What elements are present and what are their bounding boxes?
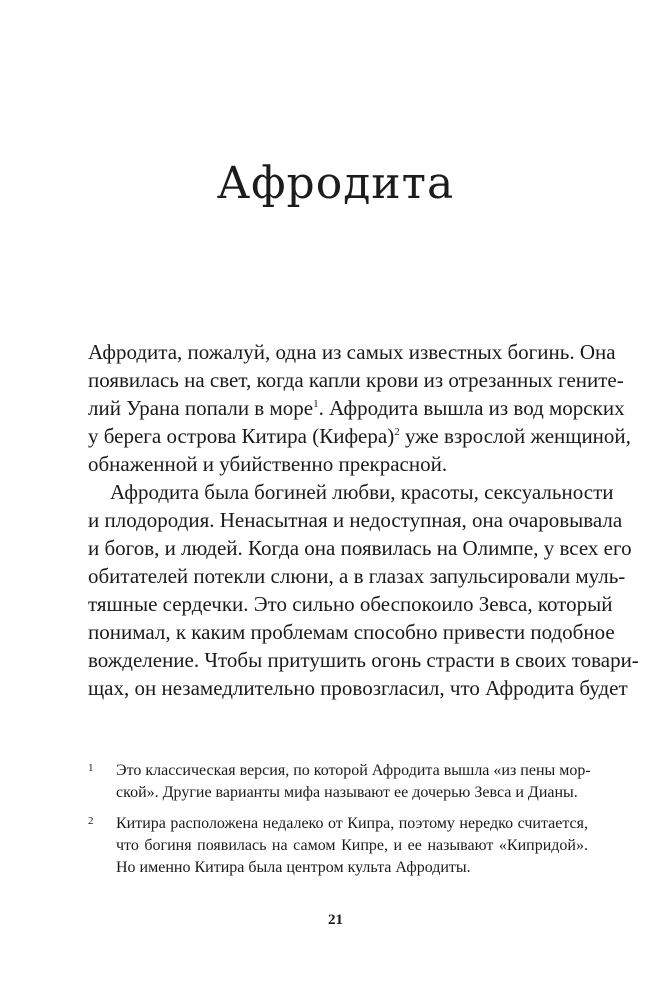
body-line: вожделение. Чтобы притушить огонь страсти в своих товари- — [88, 648, 639, 672]
body-line: Афродита была богиней любви, красоты, сексуальности — [110, 480, 614, 504]
footnote-ref-2[interactable]: 2 — [394, 426, 400, 438]
body-line — [88, 394, 625, 422]
body-line: и богов, и людей. Когда она появилась на Олимпе, у всех его — [88, 536, 632, 560]
body-line-part: . Афродита вышла из вод морских — [318, 396, 625, 420]
body-line — [88, 422, 631, 450]
body-line: щах, он незамедлительно провозгласил, что Афродита будет — [88, 676, 628, 700]
body-text — [88, 338, 639, 702]
body-line: обитателей потекли слюни, а в глазах запульсировали муль- — [88, 564, 626, 588]
footnote-1 — [88, 760, 591, 804]
footnote-line: Это классическая версия, по которой Афродита вышла «из пены мор- — [116, 762, 591, 779]
footnote-line: что богиня появилась на самом Кипре, и ее называют «Кипридой». — [116, 837, 588, 854]
body-line: тяшные сердечки. Это сильно обеспокоило Зевса, который — [88, 592, 613, 616]
body-line: Афродита, пожалуй, одна из самых известных богинь. Она — [88, 340, 616, 364]
chapter-title: Афродита — [216, 158, 455, 209]
footnote-number: 2 — [88, 815, 94, 827]
body-line: и плодородия. Ненасытная и недоступная, она очаровывала — [88, 508, 623, 532]
footnote-line: ской». Другие варианты мифа называют ее дочерью Зевса и Дианы. — [116, 784, 578, 801]
footnote-ref-1[interactable]: 1 — [313, 398, 319, 410]
footnote-number: 1 — [88, 762, 94, 774]
body-line-part: уже взрослой женщиной, — [399, 424, 631, 448]
body-line: обнаженной и убийственно прекрасной. — [88, 452, 448, 476]
footnotes — [88, 760, 591, 888]
body-line-part: у берега острова Китира (Кифера) — [88, 424, 395, 448]
body-line: появилась на свет, когда капли крови из отрезанных гените- — [88, 368, 624, 392]
body-line: понимал, к каким проблемам способно привести подобное — [88, 620, 615, 644]
footnote-line: Но именно Китира была центром культа Афродиты. — [116, 859, 471, 876]
footnote-line: Китира расположена недалеко от Кипра, поэтому нередко считается, — [116, 815, 588, 832]
page-number: 21 — [328, 912, 343, 928]
body-line-part: лий Урана попали в море — [88, 396, 314, 420]
footnote-2 — [88, 813, 588, 879]
